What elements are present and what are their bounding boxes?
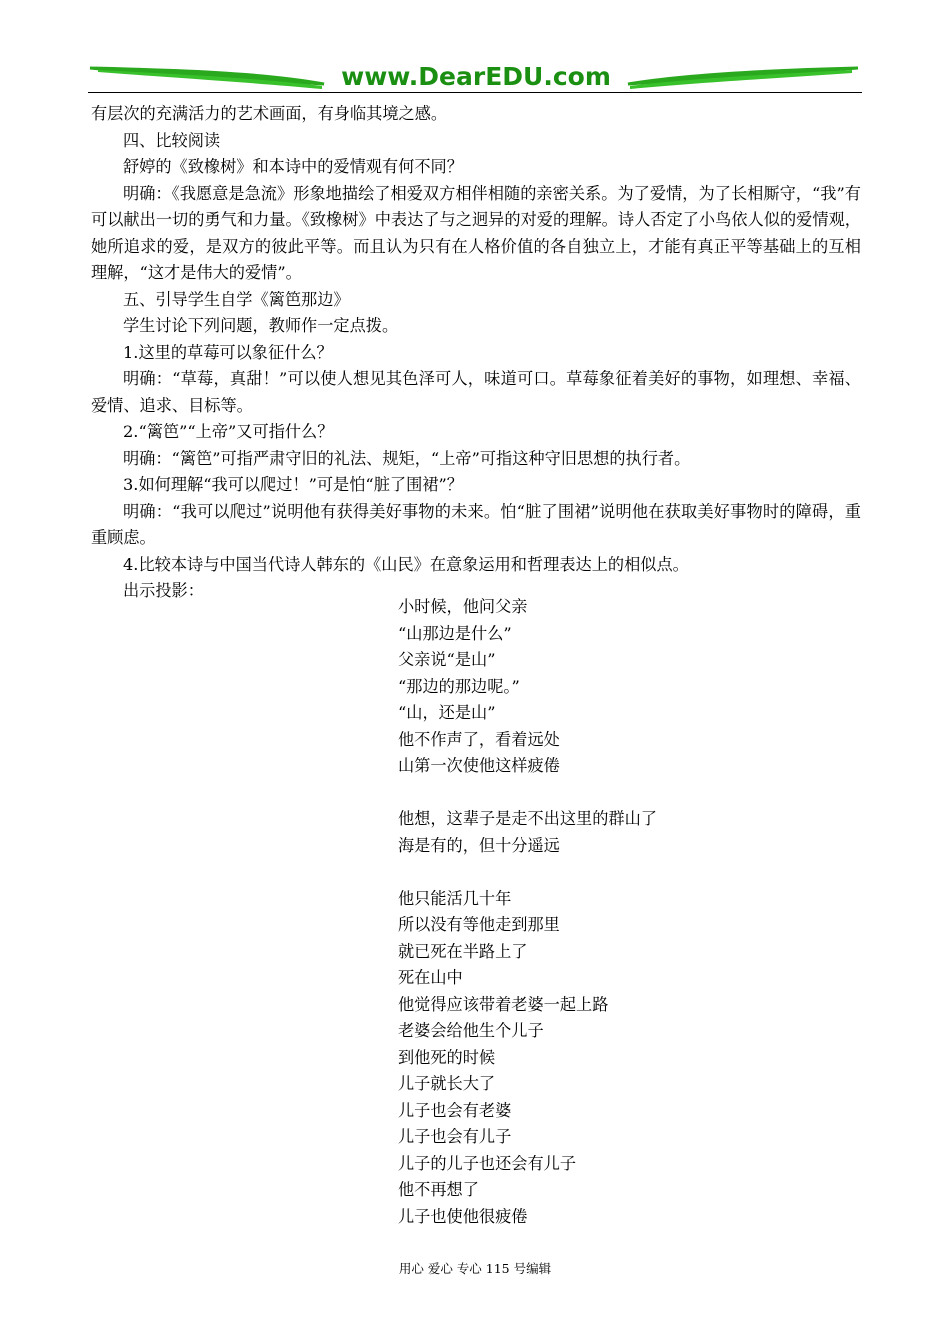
question: 3.如何理解“我可以爬过！”可是怕“脏了围裙”？ xyxy=(123,475,463,494)
poem-line: 儿子也会有儿子 xyxy=(398,1127,512,1146)
poem-line: 儿子的儿子也还会有儿子 xyxy=(398,1153,577,1173)
stanza-break xyxy=(398,859,818,886)
poem-line: 他觉得应该带着老婆一起上路 xyxy=(398,994,609,1014)
question: 2.“篱笆”“上帝”又可指什么？ xyxy=(123,422,334,441)
answer-paragraph: 明确：“我可以爬过”说明他有获得美好事物的未来。怕“脏了围裙”说明他在获取美好事物时的障碍，重重顾虑。 xyxy=(91,501,861,547)
poem-line: 他不再想了 xyxy=(398,1180,479,1199)
question: 舒婷的《致橡树》和本诗中的爱情观有何不同？ xyxy=(123,157,463,176)
poem-line: 他只能活几十年 xyxy=(398,888,512,908)
poem-line: 所以没有等他走到那里 xyxy=(398,915,560,934)
page-footer: 用心 爱心 专心 115 号编辑 xyxy=(398,1261,552,1276)
paragraph: 出示投影： xyxy=(123,581,204,600)
section-heading: 五、引导学生自学《篱笆那边》 xyxy=(123,289,350,309)
question: 4.比较本诗与中国当代诗人韩东的《山民》在意象运用和哲理表达上的相似点。 xyxy=(123,554,689,574)
paragraph: 有层次的充满活力的艺术画面，有身临其境之感。 xyxy=(91,104,448,123)
site-logo-text: www.DearEDU.com xyxy=(341,62,611,91)
answer-paragraph: 明确：《我愿意是急流》形象地描绘了相爱双方相伴相随的亲密关系。为了爱情，为了长相厮守，“我”有可以献出一切的勇气和力量。《致橡树》中表达了与之迥异的对爱的理解。诗人否定了小鸟依人似的爱情观，她所追求的爱，是双方的彼此平等。而且认为只有在人格价值的各自独立上，才能有真正平等基础上的互相理解，“这才是伟大的爱情”。 xyxy=(91,183,861,282)
poem-line: “山，还是山” xyxy=(398,703,496,722)
question: 1.这里的草莓可以象征什么？ xyxy=(123,342,333,362)
poem-line: 小时候，他问父亲 xyxy=(398,597,528,616)
poem-line: 儿子就长大了 xyxy=(398,1074,496,1093)
poem-line: “山那边是什么” xyxy=(398,623,512,643)
poem-line: 老婆会给他生个儿子 xyxy=(398,1021,544,1040)
poem-line: 他不作声了，看着远处 xyxy=(398,729,560,749)
header-rule xyxy=(88,92,862,93)
paragraph: 学生讨论下列问题，教师作一定点拨。 xyxy=(123,316,399,335)
poem-line: 到他死的时候 xyxy=(398,1047,496,1067)
poem-line: “那边的那边呢。” xyxy=(398,676,520,696)
poem-line: 儿子也会有老婆 xyxy=(398,1100,512,1120)
poem-line: 海是有的，但十分遥远 xyxy=(398,835,560,855)
poem-line: 就已死在半路上了 xyxy=(398,941,528,961)
poem-line: 儿子也使他很疲倦 xyxy=(398,1206,528,1226)
poem-line: 山第一次使他这样疲倦 xyxy=(398,756,560,775)
answer-paragraph: 明确：“草莓，真甜！”可以使人想见其色泽可人，味道可口。草莓象征着美好的事物，如理想、幸福、爱情、追求、目标等。 xyxy=(91,369,861,415)
body-text xyxy=(91,101,861,605)
section-heading: 四、比较阅读 xyxy=(123,130,221,150)
poem-line: 死在山中 xyxy=(398,968,463,987)
answer-paragraph: 明确：“篱笆”可指严肃守旧的礼法、规矩，“上帝”可指这种守旧思想的执行者。 xyxy=(123,448,691,468)
poem-line: 他想，这辈子是走不出这里的群山了 xyxy=(398,809,657,828)
poem-block xyxy=(398,594,818,1230)
poem-line: 父亲说“是山” xyxy=(398,650,496,669)
stanza-break xyxy=(398,780,818,807)
